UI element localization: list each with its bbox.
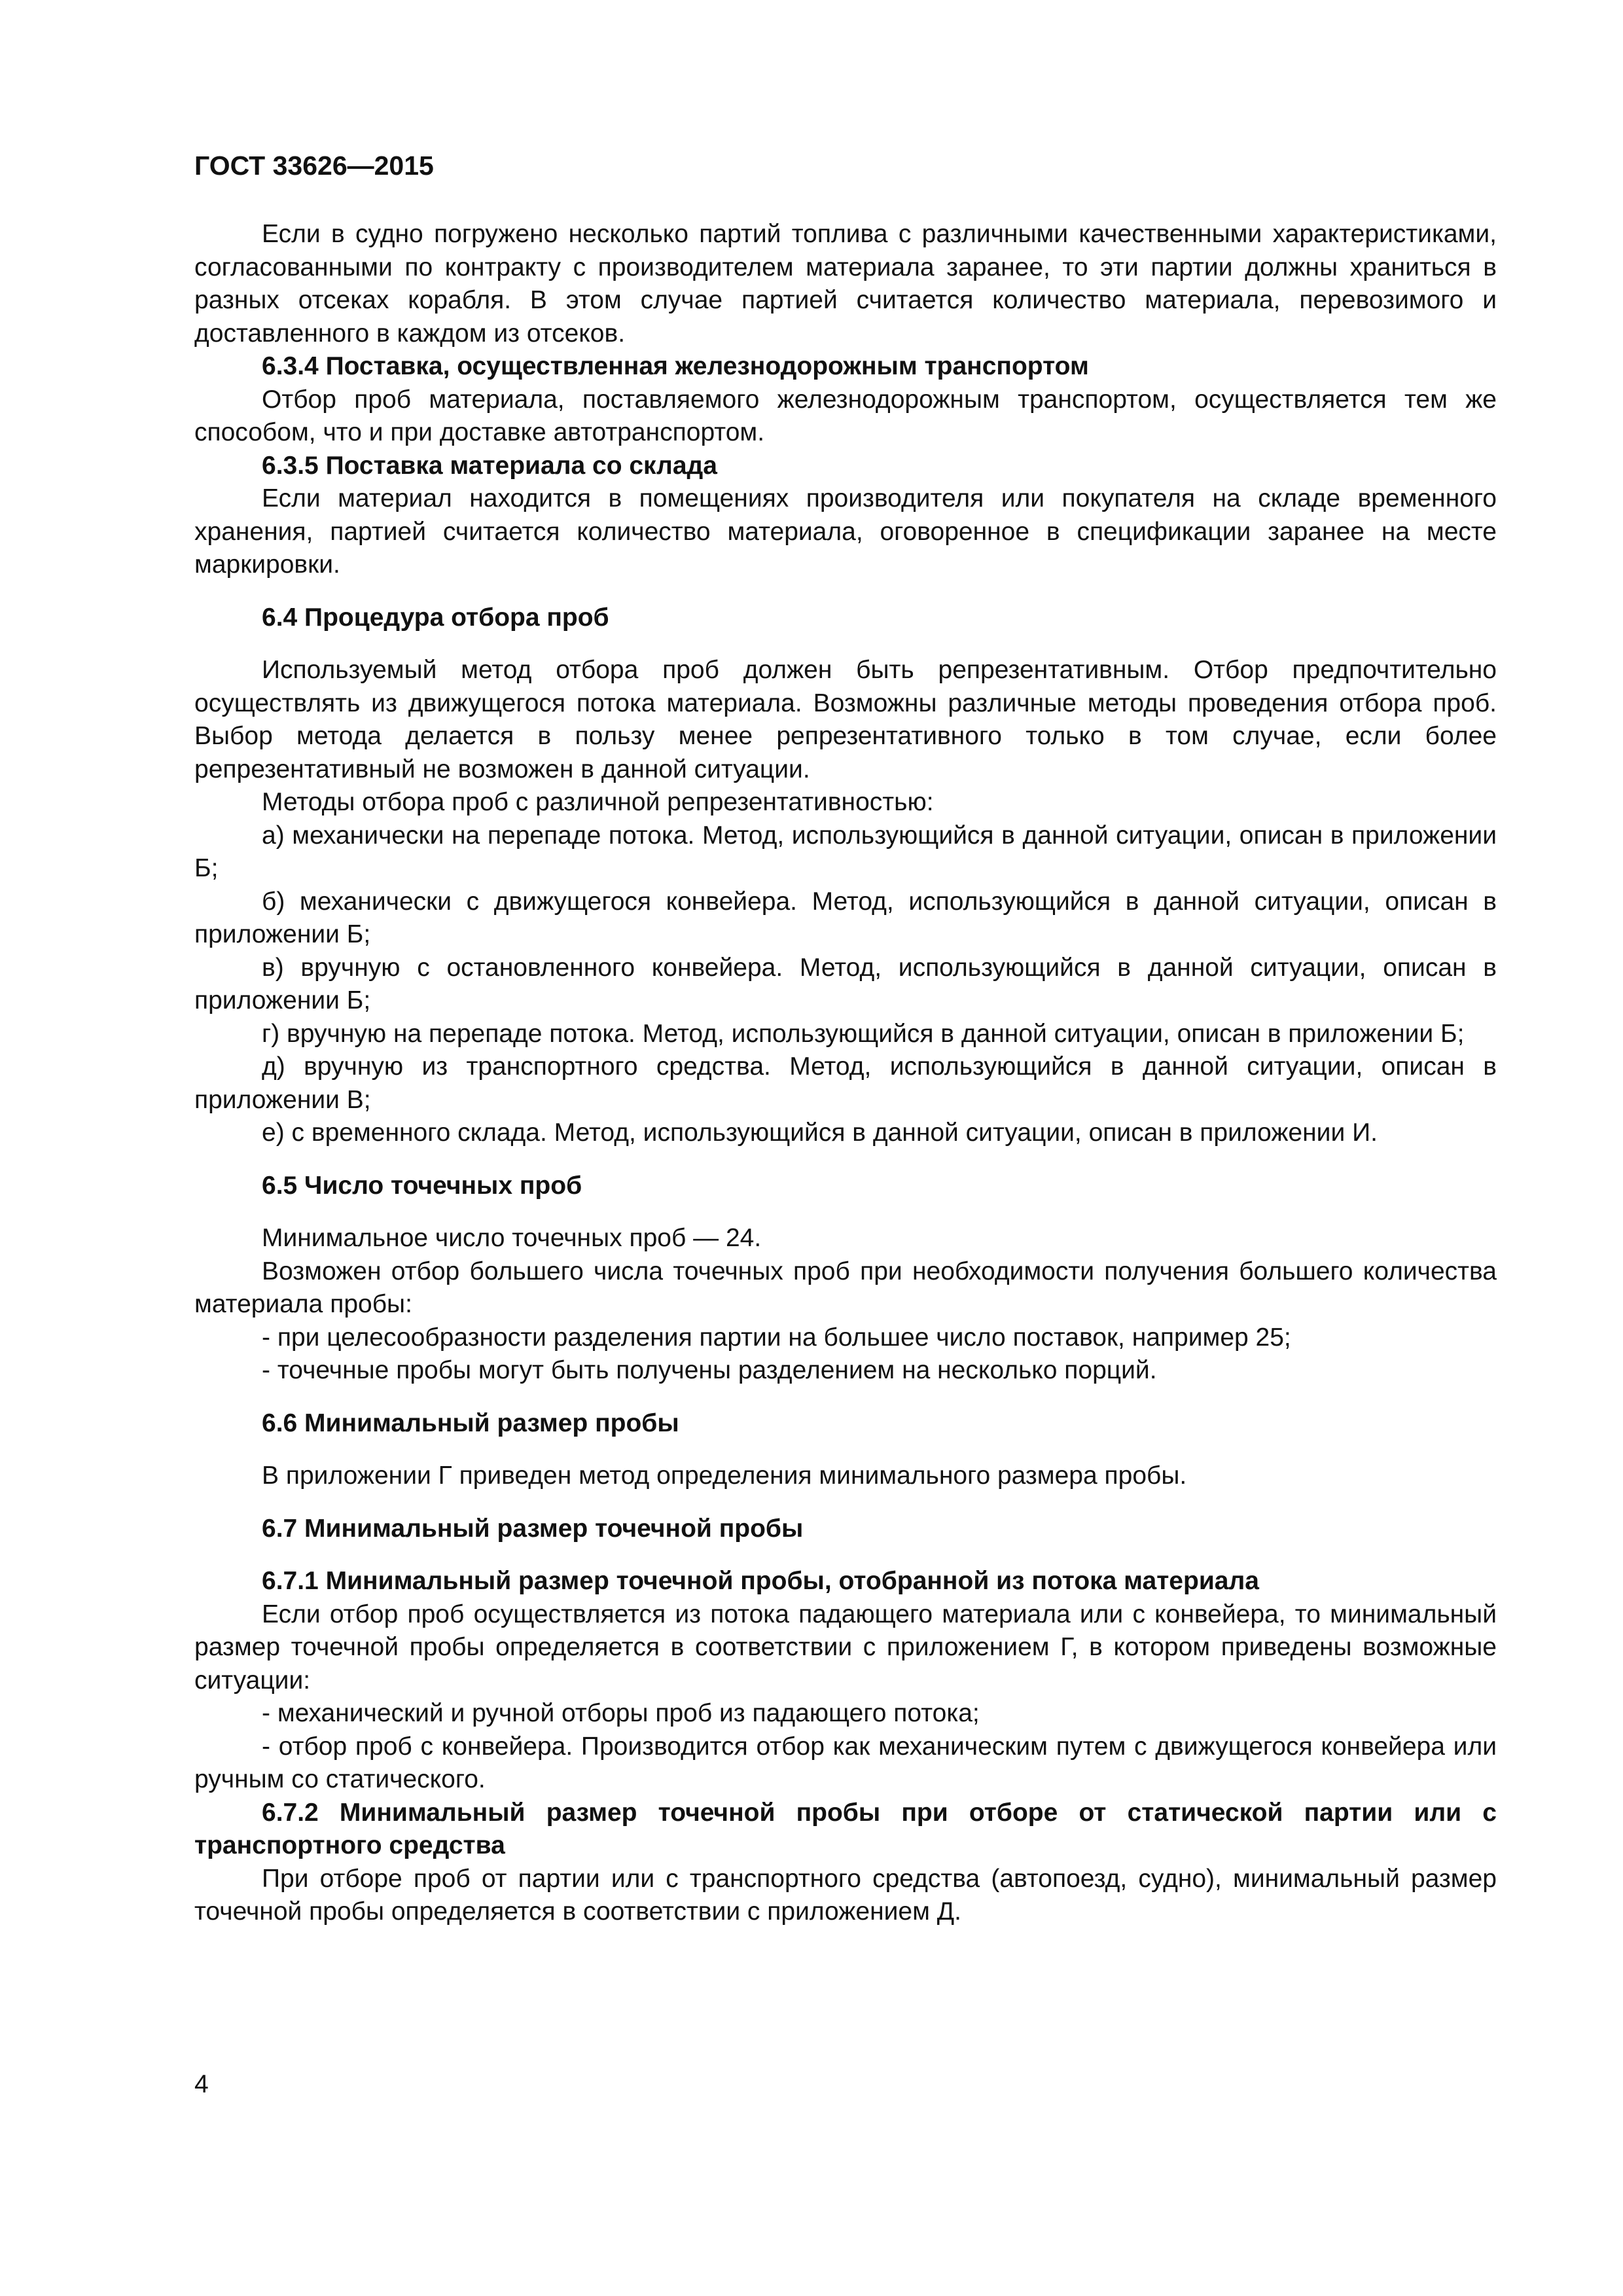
- list-item-dash: - при целесообразности разделения партии на большее число поставок, например 25;: [262, 1323, 1291, 1352]
- list-item-g: г) вручную на перепаде потока. Метод, использующийся в данной ситуации, описан в приложении Б;: [262, 1019, 1465, 1048]
- list-item-dash: - точечные пробы могут быть получены разделением на несколько порций.: [262, 1356, 1157, 1384]
- list-item-dash: - отбор проб с конвейера. Производится отбор как механическим путем с движущегося конвейера или ручным со статического.: [194, 1732, 1497, 1793]
- heading-6-7-2: 6.7.2 Минимальный размер точечной пробы при отборе от статической партии или с транспортного средства: [194, 1798, 1497, 1859]
- heading-6-6: 6.6 Минимальный размер пробы: [262, 1408, 679, 1437]
- paragraph-6-4-method: Используемый метод отбора проб должен быть репрезентативным. Отбор предпочтительно осуществлять из движущегося потока материала. Возможны различные методы проведения отбора проб. Выбор метода делается в пользу менее репрезентативного только в том случае, если более репрезентативный не возможен в данной ситуации.: [194, 656, 1497, 783]
- list-item-dash: - механический и ручной отборы проб из падающего потока;: [262, 1699, 980, 1727]
- paragraph-6-3-5: Если материал находится в помещениях производителя или покупателя на складе временного хранения, партией считается количество материала, оговоренное в спецификации заранее на месте маркировки.: [194, 484, 1497, 579]
- heading-6-4: 6.4 Процедура отбора проб: [262, 603, 609, 632]
- heading-6-7: 6.7 Минимальный размер точечной пробы: [262, 1514, 804, 1543]
- heading-6-5: 6.5 Число точечных проб: [262, 1171, 582, 1200]
- paragraph-6-5-more: Возможен отбор большего числа точечных проб при необходимости получения большего количества материала пробы:: [194, 1257, 1497, 1318]
- paragraph-6-3-4: Отбор проб материала, поставляемого железнодорожным транспортом, осуществляется тем же способом, что и при доставке автотранспортом.: [194, 385, 1497, 446]
- paragraph-intro: Если в судно погружено несколько партий топлива с различными качественными характеристиками, согласованными по контракту с производителем материала заранее, то эти партии должны храниться в разных отсеках корабля. В этом случае партией считается количество материала, перевозимого и доставленного в каждом из отсеков.: [194, 220, 1497, 348]
- paragraph-6-7-1: Если отбор проб осуществляется из потока падающего материала или с конвейера, то минимальный размер точечной пробы определяется в соответствии с приложением Г, в котором приведены возможные ситуации:: [194, 1600, 1497, 1695]
- paragraph-6-7-2: При отборе проб от партии или с транспортного средства (автопоезд, судно), минимальный размер точечной пробы определяется в соответствии с приложением Д.: [194, 1864, 1497, 1926]
- heading-6-7-1: 6.7.1 Минимальный размер точечной пробы, отобранной из потока материала: [262, 1567, 1259, 1595]
- document-body: [194, 218, 1497, 1929]
- list-item-a: а) механически на перепаде потока. Метод, использующийся в данной ситуации, описан в приложении Б;: [194, 821, 1497, 882]
- paragraph-6-4-list-intro: Методы отбора проб с различной репрезентативностью:: [262, 788, 934, 816]
- list-item-v: в) вручную с остановленного конвейера. Метод, использующийся в данной ситуации, описан в приложении Б;: [194, 953, 1497, 1014]
- list-item-b: б) механически с движущегося конвейера. Метод, использующийся в данной ситуации, описан в приложении Б;: [194, 887, 1497, 948]
- document-code-header: ГОСТ 33626—2015: [194, 151, 434, 181]
- heading-6-3-4: 6.3.4 Поставка, осуществленная железнодорожным транспортом: [262, 352, 1089, 380]
- paragraph-6-5-min: Минимальное число точечных проб — 24.: [262, 1224, 762, 1252]
- page-number: 4: [194, 2070, 209, 2098]
- list-item-e: е) с временного склада. Метод, использующийся в данной ситуации, описан в приложении И.: [262, 1119, 1378, 1147]
- paragraph-6-6: В приложении Г приведен метод определения минимального размера пробы.: [262, 1462, 1187, 1490]
- heading-6-3-5: 6.3.5 Поставка материала со склада: [262, 451, 717, 480]
- list-item-d: д) вручную из транспортного средства. Метод, использующийся в данной ситуации, описан в приложении В;: [194, 1052, 1497, 1114]
